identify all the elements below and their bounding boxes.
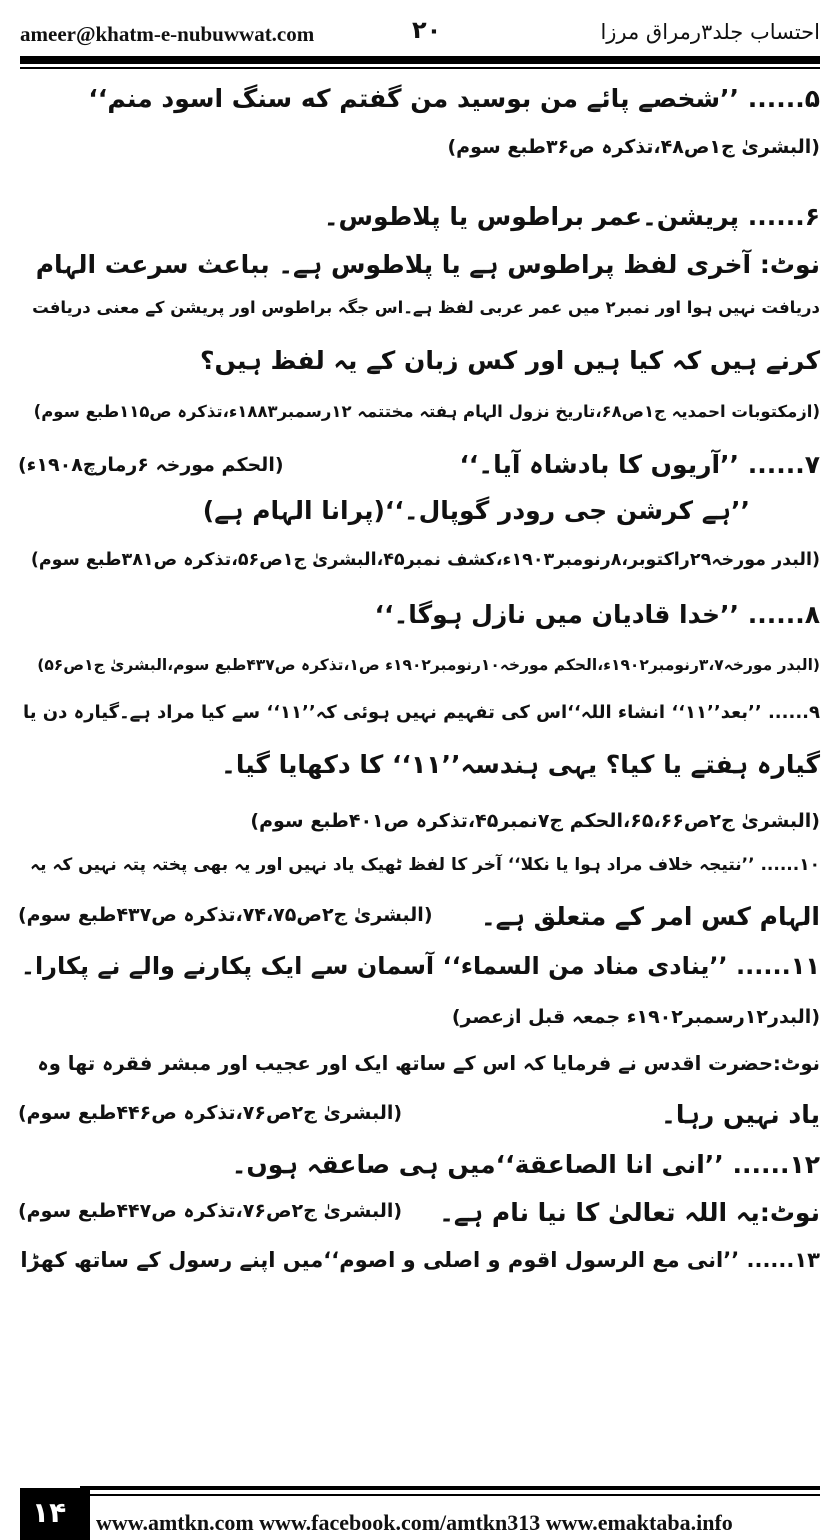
entry-9-text-line-2: گیارہ ہفتے یا کیا؟ یہی ہندسہ’’۱۱‘‘ کا دکھایا گیا۔: [221, 750, 820, 779]
header-book-title: احتساب جلد۳رمراق مرزا: [600, 20, 820, 44]
header-rule-thin: [20, 67, 820, 69]
entry-5-reference: (البشریٰ ج۱ص۴۸،تذکرہ ص۳۶طبع سوم): [447, 136, 820, 158]
entry-12-text: ۱۲...... ’’انی انا الصاعقة‘‘میں ہی صاعقہ ہوں۔: [231, 1150, 820, 1179]
entry-6-note-line-3: کرنے ہیں کہ کیا ہیں اور کس زبان کے یہ لفظ ہیں؟: [200, 346, 820, 375]
entry-10-text-line-1: ۱۰...... ’’نتیجہ خلاف مراد ہوا یا نکلا‘‘ آخر کا لفظ ٹھیک یاد نہیں اور یہ بھی پختہ پتہ نہیں کہ یہ: [30, 855, 820, 875]
footer-urls: www.amtkn.com www.facebook.com/amtkn313 www.emaktaba.info: [96, 1510, 733, 1535]
header-rule: [20, 56, 820, 64]
entry-9-reference: (البشریٰ ج۲ص۶۵،۶۶،الحکم ج۷نمبر۴۵،تذکرہ ص۴۰۱طبع سوم): [250, 810, 820, 832]
entry-10-text-line-2: الہام کس امر کے متعلق ہے۔: [481, 902, 820, 931]
entry-12-reference-left: (البشریٰ ج۲ص۷۶،تذکرہ ص۴۴۷طبع سوم): [18, 1200, 403, 1222]
entry-11-reference: (البدر۱۲رسمبر۱۹۰۲ء جمعہ قبل ازعصر): [451, 1006, 820, 1028]
entry-6-text: ۶...... پریشن۔عمر براطوس یا پلاطوس۔: [323, 202, 820, 231]
entry-11-reference-left: (البشریٰ ج۲ص۷۶،تذکرہ ص۴۴۶طبع سوم): [18, 1102, 403, 1124]
page-footer: [20, 1478, 820, 1540]
header-email: ameer@khatm-e-nubuwwat.com: [20, 22, 315, 46]
entry-8-text: ۸...... ’’خدا قادیان میں نازل ہوگا۔‘‘: [374, 600, 820, 629]
entry-6-reference: (ازمکتوبات احمدیہ ج۱ص۶۸،تاریخ نزول الہام ہفتہ مختتمہ ۱۲رسمبر۱۸۸۳ء،تذکرہ ص۱۱۵طبع سوم): [33, 402, 820, 421]
entry-11-note-line-2: یاد نہیں رہا۔: [661, 1100, 820, 1129]
entry-7-text: ۷...... ’’آریوں کا بادشاہ آیا۔‘‘: [459, 450, 820, 479]
entry-11-note-line-1: نوٹ:حضرت اقدس نے فرمایا کہ اس کے ساتھ ایک اور عجیب اور مبشر فقرہ تھا وہ: [37, 1052, 820, 1075]
entry-5-text: ۵...... ’’شخصے پائے من بوسید من گفتم که سنگ اسود منم‘‘: [88, 84, 820, 113]
entry-8-reference: (البدر مورخہ۳،۷رنومبر۱۹۰۲ء،الحکم مورخہ۱۰رنومبر۱۹۰۲ء ص۱،تذکرہ ص۴۳۷طبع سوم،البشریٰ ج۱ص۵۶): [37, 656, 820, 674]
page-header: [20, 14, 820, 54]
footer-rule-thin: [80, 1494, 820, 1496]
entry-7-text-2: ’’ہے کرشن جی رودر گوپال۔‘‘(پرانا الہام ہے): [202, 496, 750, 525]
entry-12-note: نوٹ:یہ اللہ تعالیٰ کا نیا نام ہے۔: [439, 1198, 820, 1227]
entry-10-reference-left: (البشریٰ ج۲ص۷۴،۷۵،تذکرہ ص۴۳۷طبع سوم): [18, 904, 433, 926]
entry-11-text: ۱۱...... ’’ینادی مناد من السماء‘‘ آسمان سے ایک پکارنے والے نے پکارا۔: [20, 952, 820, 980]
header-page-number: ۲۰: [412, 16, 442, 44]
entry-9-text-line-1: ۹...... ’’بعد’’۱۱‘‘ انشاء اللہ‘‘اس کی تفہیم نہیں ہوئی کہ’’۱۱‘‘ سے کیا مراد ہے۔گیارہ دن یا: [22, 702, 820, 723]
entry-7-reference: (البدر مورخہ۲۹راکتوبر،۸رنومبر۱۹۰۳ء،کشف نمبر۴۵،البشریٰ ج۱ص۵۶،تذکرہ ص۳۸۱طبع سوم): [30, 550, 820, 570]
footer-rule: [80, 1486, 820, 1490]
entry-6-note-line-2: دریافت نہیں ہوا اور نمبر۲ میں عمر عربی لفظ ہے۔اس جگہ براطوس اور پریشن کے معنی دریافت: [32, 298, 820, 317]
footer-page-box: ۱۴: [20, 1488, 90, 1540]
entry-7-reference-left: (الحکم مورخہ ۶رمارچ۱۹۰۸ء): [18, 454, 284, 476]
entry-13-text: ۱۳...... ’’انی مع الرسول اقوم و اصلی و اصوم‘‘میں اپنے رسول کے ساتھ کھڑا: [20, 1248, 820, 1272]
entry-6-note-line-1: نوٹ: آخری لفظ پراطوس ہے یا پلاطوس ہے۔ بباعث سرعت الہام: [35, 250, 820, 279]
